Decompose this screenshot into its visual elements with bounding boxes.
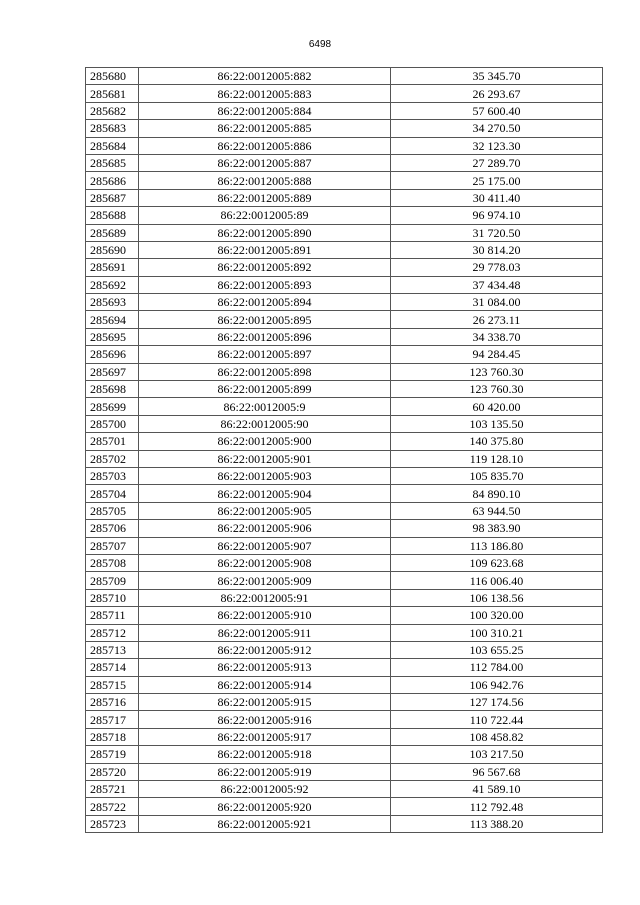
table-row (86, 363, 603, 380)
cadastral-number-cell: 86:22:0012005:898 (139, 363, 391, 380)
record-number-cell: 285715 (86, 676, 139, 693)
value-cell: 96 974.10 (391, 207, 603, 224)
cadastral-number-cell: 86:22:0012005:904 (139, 485, 391, 502)
cadastral-number-cell: 86:22:0012005:893 (139, 276, 391, 293)
value-cell: 31 084.00 (391, 294, 603, 311)
record-number-cell: 285710 (86, 589, 139, 606)
cadastral-number-cell: 86:22:0012005:915 (139, 694, 391, 711)
table-row (86, 694, 603, 711)
record-number-cell: 285695 (86, 328, 139, 345)
cadastral-number-cell: 86:22:0012005:905 (139, 502, 391, 519)
cadastral-number-cell: 86:22:0012005:913 (139, 659, 391, 676)
table-row (86, 224, 603, 241)
cadastral-number-cell: 86:22:0012005:889 (139, 189, 391, 206)
table-row (86, 259, 603, 276)
value-cell: 84 890.10 (391, 485, 603, 502)
table-row (86, 189, 603, 206)
table-row (86, 641, 603, 658)
record-number-cell: 285691 (86, 259, 139, 276)
record-number-cell: 285711 (86, 607, 139, 624)
record-number-cell: 285722 (86, 798, 139, 815)
value-cell: 57 600.40 (391, 102, 603, 119)
value-cell: 30 814.20 (391, 241, 603, 258)
cadastral-number-cell: 86:22:0012005:882 (139, 68, 391, 85)
table-body (86, 68, 603, 833)
value-cell: 96 567.68 (391, 763, 603, 780)
cadastral-number-cell: 86:22:0012005:897 (139, 346, 391, 363)
table-row (86, 467, 603, 484)
record-number-cell: 285705 (86, 502, 139, 519)
cadastral-number-cell: 86:22:0012005:895 (139, 311, 391, 328)
record-number-cell: 285694 (86, 311, 139, 328)
table-row (86, 485, 603, 502)
cadastral-number-cell: 86:22:0012005:884 (139, 102, 391, 119)
cadastral-number-cell: 86:22:0012005:918 (139, 746, 391, 763)
record-number-cell: 285689 (86, 224, 139, 241)
record-number-cell: 285680 (86, 68, 139, 85)
record-number-cell: 285718 (86, 728, 139, 745)
table-row (86, 520, 603, 537)
value-cell: 112 792.48 (391, 798, 603, 815)
record-number-cell: 285713 (86, 641, 139, 658)
table-row (86, 120, 603, 137)
value-cell: 112 784.00 (391, 659, 603, 676)
record-number-cell: 285704 (86, 485, 139, 502)
record-number-cell: 285690 (86, 241, 139, 258)
table-row (86, 311, 603, 328)
value-cell: 35 345.70 (391, 68, 603, 85)
record-number-cell: 285682 (86, 102, 139, 119)
table-row (86, 746, 603, 763)
cadastral-number-cell: 86:22:0012005:91 (139, 589, 391, 606)
cadastral-number-cell: 86:22:0012005:907 (139, 537, 391, 554)
record-number-cell: 285699 (86, 398, 139, 415)
value-cell: 100 320.00 (391, 607, 603, 624)
table-row (86, 589, 603, 606)
record-number-cell: 285701 (86, 433, 139, 450)
cadastral-number-cell: 86:22:0012005:909 (139, 572, 391, 589)
cadastral-number-cell: 86:22:0012005:917 (139, 728, 391, 745)
table-row (86, 328, 603, 345)
cadastral-number-cell: 86:22:0012005:920 (139, 798, 391, 815)
value-cell: 94 284.45 (391, 346, 603, 363)
cadastral-number-cell: 86:22:0012005:887 (139, 154, 391, 171)
record-number-cell: 285714 (86, 659, 139, 676)
record-number-cell: 285692 (86, 276, 139, 293)
table-row (86, 728, 603, 745)
record-number-cell: 285703 (86, 467, 139, 484)
table-row (86, 676, 603, 693)
cadastral-number-cell: 86:22:0012005:916 (139, 711, 391, 728)
value-cell: 119 128.10 (391, 450, 603, 467)
cadastral-number-cell: 86:22:0012005:906 (139, 520, 391, 537)
table-row (86, 85, 603, 102)
record-number-cell: 285721 (86, 781, 139, 798)
value-cell: 27 289.70 (391, 154, 603, 171)
table-row (86, 137, 603, 154)
table-row (86, 798, 603, 815)
record-number-cell: 285686 (86, 172, 139, 189)
record-number-cell: 285687 (86, 189, 139, 206)
table-row (86, 381, 603, 398)
value-cell: 110 722.44 (391, 711, 603, 728)
record-number-cell: 285684 (86, 137, 139, 154)
cadastral-number-cell: 86:22:0012005:919 (139, 763, 391, 780)
record-number-cell: 285706 (86, 520, 139, 537)
cadastral-number-cell: 86:22:0012005:896 (139, 328, 391, 345)
page-number: 6498 (308, 39, 332, 50)
value-cell: 30 411.40 (391, 189, 603, 206)
table-row (86, 415, 603, 432)
value-cell: 116 006.40 (391, 572, 603, 589)
cadastral-number-cell: 86:22:0012005:911 (139, 624, 391, 641)
table-row (86, 154, 603, 171)
table-row (86, 781, 603, 798)
cadastral-number-cell: 86:22:0012005:891 (139, 241, 391, 258)
table-row (86, 711, 603, 728)
value-cell: 41 589.10 (391, 781, 603, 798)
table-row (86, 607, 603, 624)
record-number-cell: 285697 (86, 363, 139, 380)
table-row (86, 763, 603, 780)
record-number-cell: 285698 (86, 381, 139, 398)
table-row (86, 102, 603, 119)
table-row (86, 502, 603, 519)
cadastral-number-cell: 86:22:0012005:885 (139, 120, 391, 137)
cadastral-number-cell: 86:22:0012005:912 (139, 641, 391, 658)
cadastral-number-cell: 86:22:0012005:892 (139, 259, 391, 276)
value-cell: 37 434.48 (391, 276, 603, 293)
value-cell: 103 217.50 (391, 746, 603, 763)
value-cell: 106 942.76 (391, 676, 603, 693)
table-row (86, 433, 603, 450)
value-cell: 109 623.68 (391, 554, 603, 571)
cadastral-number-cell: 86:22:0012005:910 (139, 607, 391, 624)
table-row (86, 207, 603, 224)
table-row (86, 537, 603, 554)
cadastral-number-cell: 86:22:0012005:883 (139, 85, 391, 102)
cadastral-number-cell: 86:22:0012005:886 (139, 137, 391, 154)
value-cell: 113 388.20 (391, 815, 603, 832)
record-number-cell: 285700 (86, 415, 139, 432)
record-number-cell: 285696 (86, 346, 139, 363)
value-cell: 127 174.56 (391, 694, 603, 711)
cadastral-number-cell: 86:22:0012005:9 (139, 398, 391, 415)
table-row (86, 276, 603, 293)
table-row (86, 241, 603, 258)
table-row (86, 68, 603, 85)
cadastral-number-cell: 86:22:0012005:900 (139, 433, 391, 450)
value-cell: 25 175.00 (391, 172, 603, 189)
cadastral-number-cell: 86:22:0012005:899 (139, 381, 391, 398)
table-row (86, 346, 603, 363)
record-number-cell: 285717 (86, 711, 139, 728)
value-cell: 31 720.50 (391, 224, 603, 241)
value-cell: 34 270.50 (391, 120, 603, 137)
value-cell: 26 273.11 (391, 311, 603, 328)
cadastral-number-cell: 86:22:0012005:888 (139, 172, 391, 189)
value-cell: 140 375.80 (391, 433, 603, 450)
value-cell: 98 383.90 (391, 520, 603, 537)
value-cell: 108 458.82 (391, 728, 603, 745)
table-row (86, 659, 603, 676)
table-row (86, 815, 603, 832)
value-cell: 63 944.50 (391, 502, 603, 519)
record-number-cell: 285716 (86, 694, 139, 711)
cadastral-number-cell: 86:22:0012005:90 (139, 415, 391, 432)
value-cell: 103 135.50 (391, 415, 603, 432)
table-row (86, 294, 603, 311)
record-number-cell: 285712 (86, 624, 139, 641)
cadastral-table (85, 67, 603, 833)
value-cell: 106 138.56 (391, 589, 603, 606)
value-cell: 32 123.30 (391, 137, 603, 154)
record-number-cell: 285683 (86, 120, 139, 137)
record-number-cell: 285693 (86, 294, 139, 311)
cadastral-number-cell: 86:22:0012005:921 (139, 815, 391, 832)
record-number-cell: 285723 (86, 815, 139, 832)
value-cell: 29 778.03 (391, 259, 603, 276)
record-number-cell: 285688 (86, 207, 139, 224)
cadastral-number-cell: 86:22:0012005:903 (139, 467, 391, 484)
cadastral-number-cell: 86:22:0012005:89 (139, 207, 391, 224)
record-number-cell: 285719 (86, 746, 139, 763)
table-row (86, 554, 603, 571)
value-cell: 123 760.30 (391, 381, 603, 398)
cadastral-number-cell: 86:22:0012005:901 (139, 450, 391, 467)
table-row (86, 450, 603, 467)
record-number-cell: 285709 (86, 572, 139, 589)
value-cell: 105 835.70 (391, 467, 603, 484)
value-cell: 103 655.25 (391, 641, 603, 658)
cadastral-number-cell: 86:22:0012005:914 (139, 676, 391, 693)
value-cell: 100 310.21 (391, 624, 603, 641)
record-number-cell: 285702 (86, 450, 139, 467)
value-cell: 34 338.70 (391, 328, 603, 345)
table-row (86, 172, 603, 189)
value-cell: 26 293.67 (391, 85, 603, 102)
value-cell: 113 186.80 (391, 537, 603, 554)
record-number-cell: 285707 (86, 537, 139, 554)
table-row (86, 572, 603, 589)
value-cell: 123 760.30 (391, 363, 603, 380)
record-number-cell: 285681 (86, 85, 139, 102)
cadastral-number-cell: 86:22:0012005:908 (139, 554, 391, 571)
cadastral-number-cell: 86:22:0012005:894 (139, 294, 391, 311)
cadastral-number-cell: 86:22:0012005:890 (139, 224, 391, 241)
table-row (86, 398, 603, 415)
value-cell: 60 420.00 (391, 398, 603, 415)
record-number-cell: 285685 (86, 154, 139, 171)
table-row (86, 624, 603, 641)
cadastral-number-cell: 86:22:0012005:92 (139, 781, 391, 798)
record-number-cell: 285720 (86, 763, 139, 780)
record-number-cell: 285708 (86, 554, 139, 571)
